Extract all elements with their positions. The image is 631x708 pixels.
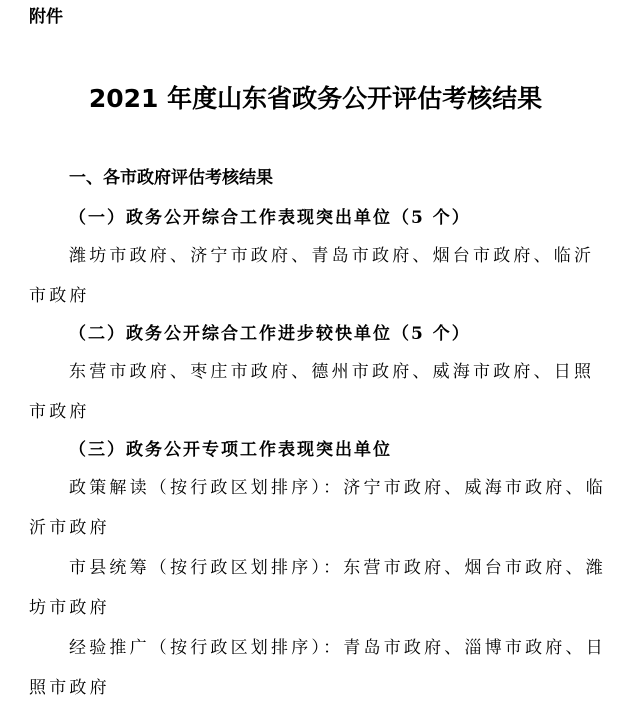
document-title: 2021 年度山东省政务公开评估考核结果 xyxy=(88,84,543,113)
attachment-label: 附件 xyxy=(29,7,63,27)
county-coordination-line: 市县统筹（按行政区划排序）：东营市政府、烟台市政府、潍坊市政府 xyxy=(29,558,606,618)
experience-promotion-line: 经验推广（按行政区划排序）：青岛市政府、淄博市政府、日照市政府 xyxy=(29,638,606,698)
subheading-special-units: （三）政务公开专项工作表现突出单位 xyxy=(69,440,392,460)
subheading-progress-units: （二）政务公开综合工作进步较快单位（5 个） xyxy=(69,324,471,344)
policy-interpretation-line: 政策解读（按行政区划排序）：济宁市政府、威海市政府、临沂市政府 xyxy=(29,478,606,538)
outstanding-units-list: 潍坊市政府、济宁市政府、青岛市政府、烟台市政府、临沂市政府 xyxy=(29,246,595,306)
subheading-outstanding-units: （一）政务公开综合工作表现突出单位（5 个） xyxy=(69,208,471,228)
section-heading-city-results: 一、各市政府评估考核结果 xyxy=(69,168,273,188)
progress-units-list: 东营市政府、枣庄市政府、德州市政府、威海市政府、日照市政府 xyxy=(29,362,595,422)
